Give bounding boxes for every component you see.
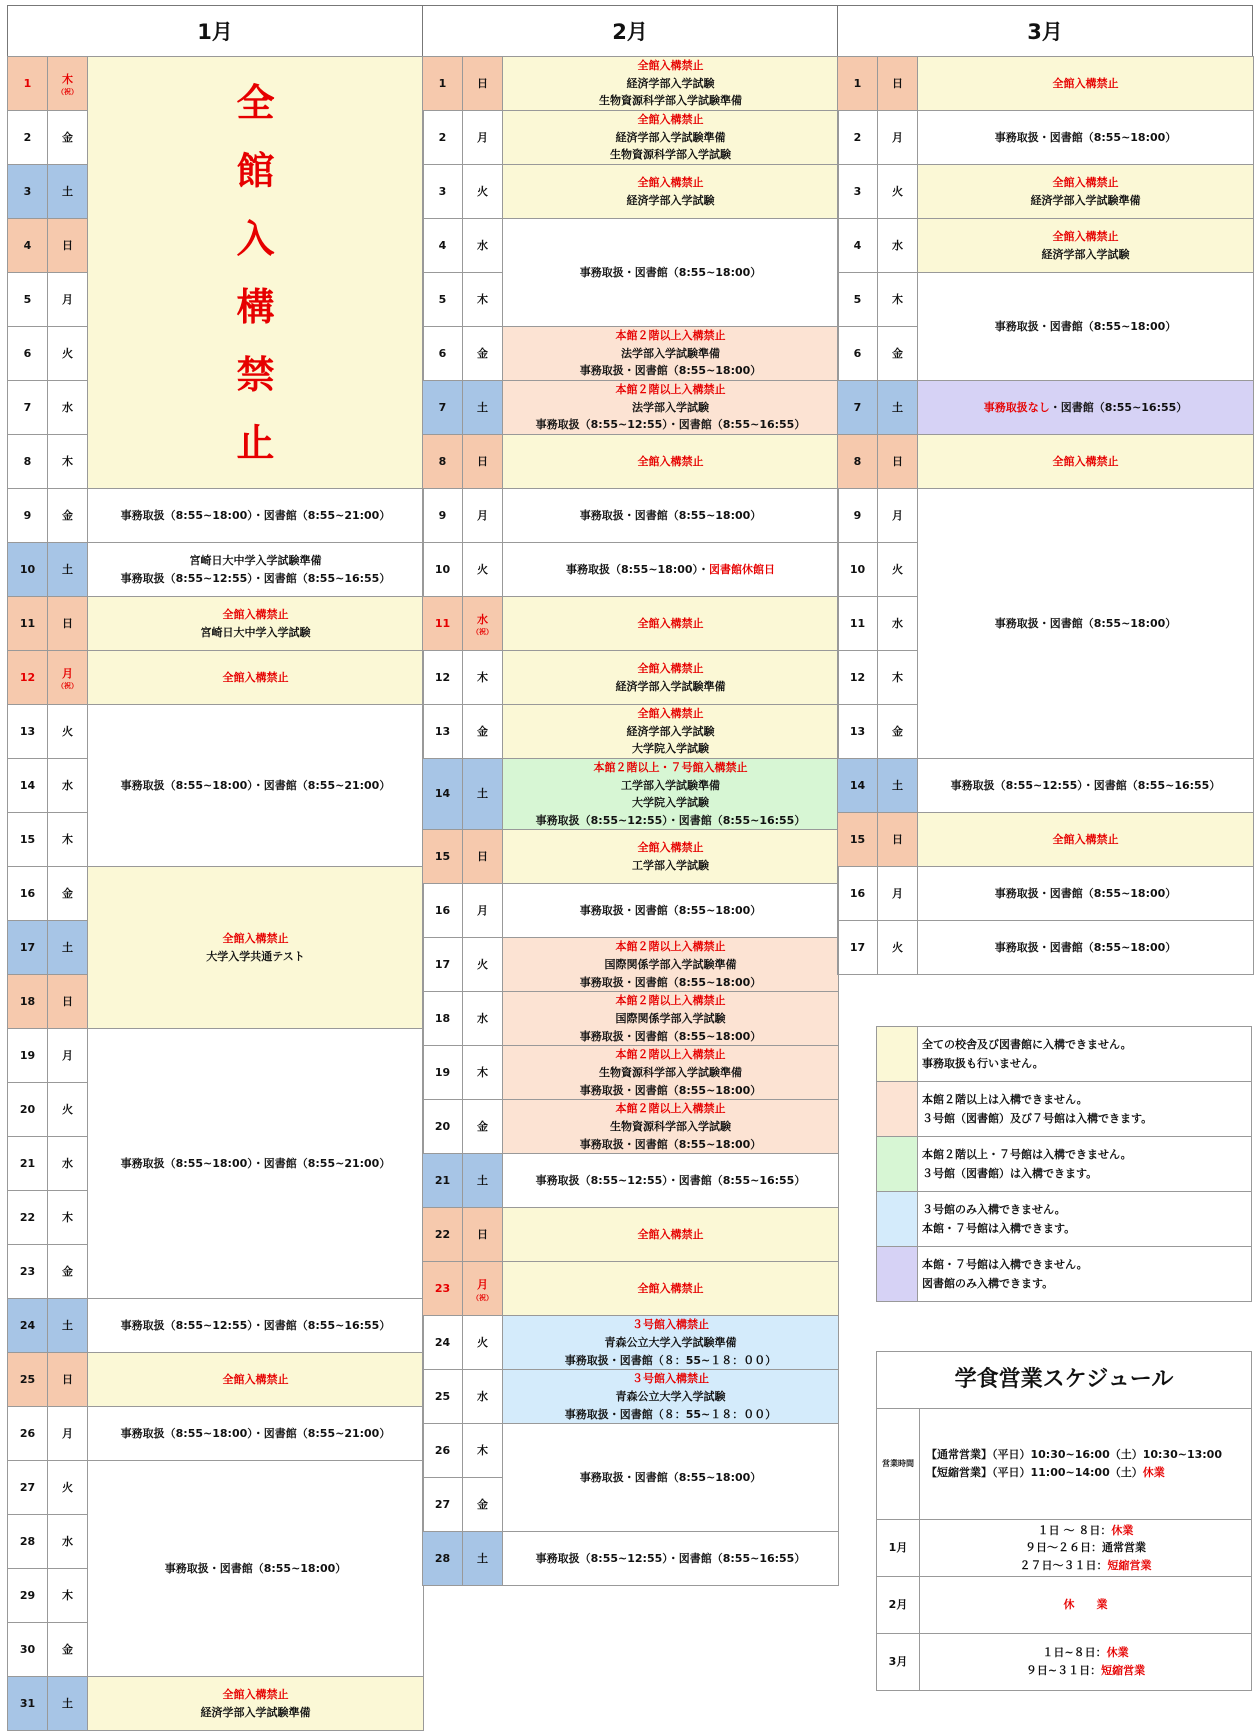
schedule-cell: 事務取扱なし・図書館（8:55~16:55）: [918, 381, 1254, 435]
day-number: 5: [423, 273, 463, 327]
day-number: 11: [423, 597, 463, 651]
day-of-week: 月: [48, 1407, 88, 1461]
schedule-cell: 2月: [877, 1577, 920, 1634]
table-row: [423, 597, 839, 651]
schedule-cell: ３号館入構禁止 青森公立大学入学試験 事務取扱・図書館（８：55~１８：００）: [503, 1370, 839, 1424]
day-of-week: 金: [878, 327, 918, 381]
day-number: 11: [8, 597, 48, 651]
schedule-cell: 全ての校舎及び図書館に入構できません。 事務取扱も行いません。: [918, 1027, 1252, 1082]
mar-calendar: [837, 56, 1254, 975]
day-of-week: 金: [48, 1623, 88, 1677]
schedule-cell: 事務取扱・図書館（8:55~18:00）: [503, 1424, 839, 1532]
day-of-week: 金: [48, 867, 88, 921]
table-row: [423, 165, 839, 219]
schedule-cell: 全館入構禁止: [918, 435, 1254, 489]
table-row: [423, 830, 839, 884]
schedule-cell: 事務取扱（8:55~18:00）・図書館（8:55~21:00）: [88, 1407, 424, 1461]
schedule-cell: 全館入構禁止: [88, 651, 424, 705]
day-number: 4: [838, 219, 878, 273]
day-number: 12: [8, 651, 48, 705]
schedule-cell: 全館入構禁止: [503, 435, 839, 489]
day-of-week: 日: [463, 435, 503, 489]
table-row: [8, 867, 424, 921]
day-number: 12: [423, 651, 463, 705]
day-of-week: 木: [48, 1191, 88, 1245]
day-of-week: 土: [48, 165, 88, 219]
schedule-cell: 本館２階以上入構禁止 生物資源科学部入学試験準備 事務取扱・図書館（8:55~18:00）: [503, 1046, 839, 1100]
day-number: 13: [423, 705, 463, 759]
day-number: 3: [838, 165, 878, 219]
day-of-week: 木: [463, 1424, 503, 1478]
day-of-week: 土: [463, 759, 503, 830]
day-number: 16: [838, 867, 878, 921]
mar-header: 3月: [837, 5, 1253, 57]
schedule-cell: 3月: [877, 1634, 920, 1691]
table-row: [838, 165, 1254, 219]
table-row: [423, 57, 839, 111]
day-of-week: 水: [48, 1515, 88, 1569]
day-of-week: 水: [463, 219, 503, 273]
day-of-week: 水: [463, 1370, 503, 1424]
table-row: [423, 1208, 839, 1262]
day-number: 19: [8, 1029, 48, 1083]
day-of-week: 木: [463, 651, 503, 705]
day-of-week: 日: [48, 219, 88, 273]
day-of-week: 日: [878, 57, 918, 111]
day-number: 29: [8, 1569, 48, 1623]
day-number: 16: [423, 884, 463, 938]
day-of-week: 火: [878, 921, 918, 975]
schedule-cell: 事務取扱・図書館（8:55~18:00）: [918, 273, 1254, 381]
day-of-week: 水: [48, 759, 88, 813]
table-row: [838, 489, 1254, 543]
day-of-week: 月: [878, 867, 918, 921]
schedule-cell: 宮崎日大中学入学試験準備 事務取扱（8:55~12:55）・図書館（8:55~16:55）: [88, 543, 424, 597]
table-row: [423, 1046, 839, 1100]
day-number: 1: [838, 57, 878, 111]
jan-closed-period: 全 館 入 構 禁 止: [88, 57, 424, 489]
table-row: [8, 1407, 424, 1461]
day-number: 24: [423, 1316, 463, 1370]
day-of-week: 木: [878, 273, 918, 327]
day-number: 15: [838, 813, 878, 867]
table-row: [423, 992, 839, 1046]
day-of-week: 土: [48, 1677, 88, 1731]
day-number: 3: [423, 165, 463, 219]
day-of-week: 土: [463, 1154, 503, 1208]
schedule-cell: 本館２階以上は入構できません。 ３号館（図書館）及び７号館は入構できます。: [918, 1082, 1252, 1137]
day-of-week: 水: [878, 219, 918, 273]
day-number: 31: [8, 1677, 48, 1731]
cafeteria-title: 学食営業スケジュール: [877, 1352, 1252, 1409]
day-of-week: 月: [48, 273, 88, 327]
schedule-cell: 事務取扱・図書館（8:55~18:00）: [918, 867, 1254, 921]
day-of-week: 月: [48, 1029, 88, 1083]
day-number: 2: [838, 111, 878, 165]
legend-swatch: [877, 1027, 918, 1082]
day-of-week: 金: [463, 327, 503, 381]
day-of-week: 木: [48, 435, 88, 489]
schedule-cell: 本館２階以上入構禁止 国際関係学部入学試験準備 事務取扱・図書館（8:55~18:00）: [503, 938, 839, 992]
schedule-cell: 全館入構禁止: [503, 1208, 839, 1262]
table-row: [8, 1677, 424, 1731]
schedule-cell: 営業時間: [877, 1409, 920, 1520]
table-row: [423, 1424, 839, 1478]
schedule-cell: 全館入構禁止: [918, 813, 1254, 867]
table-row: [8, 489, 424, 543]
schedule-cell: 全館入構禁止 経済学部入学試験 生物資源科学部入学試験準備: [503, 57, 839, 111]
day-of-week: 金: [48, 489, 88, 543]
legend-item: [877, 1192, 1252, 1247]
schedule-cell: 本館２階以上・７号館は入構できません。 ３号館（図書館）は入構できます。: [918, 1137, 1252, 1192]
schedule-cell: 本館２階以上・７号館入構禁止 工学部入学試験準備 大学院入学試験 事務取扱（8:55~12:55）・図書館（8:55~16:55）: [503, 759, 839, 830]
day-of-week: 日: [463, 57, 503, 111]
day-number: 21: [8, 1137, 48, 1191]
day-of-week: 火: [878, 165, 918, 219]
legend-item: [877, 1027, 1252, 1082]
table-row: [8, 705, 424, 759]
table-row: [423, 938, 839, 992]
table-row: [423, 759, 839, 830]
legend-item: [877, 1247, 1252, 1302]
schedule-cell: 全館入構禁止 工学部入学試験: [503, 830, 839, 884]
day-number: 7: [8, 381, 48, 435]
schedule-cell: 全館入構禁止 経済学部入学試験: [918, 219, 1254, 273]
day-number: 20: [423, 1100, 463, 1154]
day-number: 1: [8, 57, 48, 111]
table-row: [8, 543, 424, 597]
day-of-week: 土: [878, 759, 918, 813]
schedule-cell: 【通常営業】（平日）10:30~16:00（土）10:30~13:00 【短縮営業】（平日）11:00~14:00（土）休業: [920, 1409, 1252, 1520]
schedule-cell: 全館入構禁止 宮崎日大中学入学試験: [88, 597, 424, 651]
day-of-week: 火: [48, 1461, 88, 1515]
table-row: [8, 1353, 424, 1407]
feb-calendar: [422, 56, 839, 1586]
schedule-cell: 全館入構禁止: [88, 1353, 424, 1407]
day-number: 28: [423, 1532, 463, 1586]
day-number: 18: [8, 975, 48, 1029]
day-number: 6: [423, 327, 463, 381]
day-number: 12: [838, 651, 878, 705]
day-of-week: 月: [878, 489, 918, 543]
table-row: [8, 651, 424, 705]
day-of-week: 土: [48, 921, 88, 975]
day-of-week: 月: [878, 111, 918, 165]
schedule-cell: 本館２階以上入構禁止 法学部入学試験 事務取扱（8:55~12:55）・図書館（8:55~16:55）: [503, 381, 839, 435]
legend-swatch: [877, 1192, 918, 1247]
day-number: 7: [838, 381, 878, 435]
day-number: 17: [838, 921, 878, 975]
legend-swatch: [877, 1082, 918, 1137]
day-of-week: 日: [878, 813, 918, 867]
day-number: 18: [423, 992, 463, 1046]
day-number: 16: [8, 867, 48, 921]
day-number: 13: [838, 705, 878, 759]
table-row: [8, 1029, 424, 1083]
day-number: 26: [8, 1407, 48, 1461]
table-row: [423, 327, 839, 381]
table-row: [838, 273, 1254, 327]
schedule-cell: 全館入構禁止 大学入学共通テスト: [88, 867, 424, 1029]
day-number: 19: [423, 1046, 463, 1100]
schedule-cell: １日~８日：休業 ９日~３１日：短縮営業: [920, 1634, 1252, 1691]
day-of-week: 日: [48, 975, 88, 1029]
table-row: [8, 1461, 424, 1515]
day-number: 9: [8, 489, 48, 543]
day-of-week: 火: [463, 165, 503, 219]
schedule-cell: 本館２階以上入構禁止 国際関係学部入学試験 事務取扱・図書館（8:55~18:00）: [503, 992, 839, 1046]
legend-swatch: [877, 1137, 918, 1192]
day-number: 2: [8, 111, 48, 165]
schedule-cell: 本館２階以上入構禁止 生物資源科学部入学試験 事務取扱・図書館（8:55~18:00）: [503, 1100, 839, 1154]
table-row: [8, 1299, 424, 1353]
day-of-week: 水: [463, 992, 503, 1046]
table-row: [838, 759, 1254, 813]
jan-header: 1月: [7, 5, 423, 57]
legend-item: [877, 1082, 1252, 1137]
day-of-week: 火: [48, 327, 88, 381]
day-number: 20: [8, 1083, 48, 1137]
schedule-cell: 事務取扱（8:55~18:00）・図書館（8:55~21:00）: [88, 489, 424, 543]
day-number: 17: [423, 938, 463, 992]
day-number: 11: [838, 597, 878, 651]
schedule-cell: 事務取扱・図書館（8:55~18:00）: [918, 489, 1254, 759]
table-row: [8, 597, 424, 651]
schedule-cell: 事務取扱・図書館（8:55~18:00）: [503, 884, 839, 938]
day-of-week: 火: [463, 1316, 503, 1370]
day-of-week: 金: [878, 705, 918, 759]
schedule-cell: 事務取扱（8:55~12:55）・図書館（8:55~16:55）: [503, 1532, 839, 1586]
day-number: 9: [838, 489, 878, 543]
legend-item: [877, 1137, 1252, 1192]
day-number: 15: [8, 813, 48, 867]
table-row: [838, 435, 1254, 489]
schedule-cell: 事務取扱・図書館（8:55~18:00）: [918, 921, 1254, 975]
day-of-week: 木 （祝）: [48, 57, 88, 111]
table-row: [838, 111, 1254, 165]
day-of-week: 日: [48, 597, 88, 651]
day-of-week: 月: [463, 111, 503, 165]
day-number: 8: [423, 435, 463, 489]
day-of-week: 日: [463, 830, 503, 884]
table-row: [423, 705, 839, 759]
schedule-cell: 事務取扱（8:55~12:55）・図書館（8:55~16:55）: [503, 1154, 839, 1208]
day-of-week: 金: [48, 111, 88, 165]
day-of-week: 水: [48, 1137, 88, 1191]
day-of-week: 金: [463, 1100, 503, 1154]
day-number: 22: [8, 1191, 48, 1245]
day-number: 15: [423, 830, 463, 884]
table-row: [423, 435, 839, 489]
legend-swatch: [877, 1247, 918, 1302]
day-of-week: 火: [463, 938, 503, 992]
day-number: 23: [423, 1262, 463, 1316]
day-number: 6: [8, 327, 48, 381]
table-row: [838, 57, 1254, 111]
schedule-cell: 事務取扱（8:55~18:00）・図書館（8:55~21:00）: [88, 1029, 424, 1299]
jan-calendar: [7, 56, 424, 1731]
table-row: [423, 1100, 839, 1154]
table-row: [423, 1316, 839, 1370]
schedule-cell: ３号館入構禁止 青森公立大学入学試験準備 事務取扱・図書館（８：55~１８：００）: [503, 1316, 839, 1370]
schedule-cell: 本館・７号館は入構できません。 図書館のみ入構できます。: [918, 1247, 1252, 1302]
day-number: 17: [8, 921, 48, 975]
schedule-cell: 全館入構禁止: [503, 597, 839, 651]
day-number: 1: [423, 57, 463, 111]
table-row: [423, 111, 839, 165]
day-number: 4: [423, 219, 463, 273]
table-row: [423, 884, 839, 938]
day-number: 25: [423, 1370, 463, 1424]
day-number: 4: [8, 219, 48, 273]
schedule-cell: ３号館のみ入構できません。 本館・７号館は入構できます。: [918, 1192, 1252, 1247]
schedule-cell: 事務取扱（8:55~18:00）・図書館（8:55~21:00）: [88, 705, 424, 867]
day-number: 8: [838, 435, 878, 489]
day-number: 10: [838, 543, 878, 597]
day-of-week: 火: [48, 705, 88, 759]
day-of-week: 水: [878, 597, 918, 651]
day-number: 14: [423, 759, 463, 830]
day-of-week: 月: [463, 884, 503, 938]
day-number: 7: [423, 381, 463, 435]
day-of-week: 月 （祝）: [48, 651, 88, 705]
schedule-cell: 事務取扱（8:55~12:55）・図書館（8:55~16:55）: [88, 1299, 424, 1353]
schedule-cell: 全館入構禁止: [918, 57, 1254, 111]
day-number: 28: [8, 1515, 48, 1569]
schedule-cell: 事務取扱・図書館（8:55~18:00）: [918, 111, 1254, 165]
table-row: [423, 489, 839, 543]
table-row: [423, 1262, 839, 1316]
day-of-week: 水: [48, 381, 88, 435]
table-row: [423, 543, 839, 597]
table-row: [838, 867, 1254, 921]
day-of-week: 水 （祝）: [463, 597, 503, 651]
day-of-week: 土: [463, 381, 503, 435]
color-legend: [876, 1026, 1252, 1302]
day-of-week: 日: [878, 435, 918, 489]
day-number: 23: [8, 1245, 48, 1299]
day-number: 5: [8, 273, 48, 327]
day-of-week: 火: [48, 1083, 88, 1137]
day-of-week: 木: [48, 813, 88, 867]
day-of-week: 火: [878, 543, 918, 597]
day-number: 24: [8, 1299, 48, 1353]
table-row: [838, 921, 1254, 975]
schedule-cell: 事務取扱（8:55~12:55）・図書館（8:55~16:55）: [918, 759, 1254, 813]
schedule-cell: 本館２階以上入構禁止 法学部入学試験準備 事務取扱・図書館（8:55~18:00）: [503, 327, 839, 381]
schedule-cell: 全館入構禁止 経済学部入学試験: [503, 165, 839, 219]
table-row: [423, 1532, 839, 1586]
day-number: 22: [423, 1208, 463, 1262]
schedule-cell: 休 業: [920, 1577, 1252, 1634]
feb-header: 2月: [422, 5, 838, 57]
day-of-week: 土: [463, 1532, 503, 1586]
day-of-week: 土: [878, 381, 918, 435]
day-of-week: 金: [463, 705, 503, 759]
day-of-week: 金: [48, 1245, 88, 1299]
table-row: [838, 813, 1254, 867]
schedule-cell: 事務取扱（8:55~18:00）・図書館休館日: [503, 543, 839, 597]
day-number: 10: [8, 543, 48, 597]
schedule-cell: 全館入構禁止 経済学部入学試験 大学院入学試験: [503, 705, 839, 759]
day-of-week: 木: [878, 651, 918, 705]
day-of-week: 土: [48, 543, 88, 597]
table-row: [423, 651, 839, 705]
table-row: [838, 219, 1254, 273]
day-number: 13: [8, 705, 48, 759]
day-number: 9: [423, 489, 463, 543]
day-of-week: 木: [463, 1046, 503, 1100]
day-of-week: 日: [48, 1353, 88, 1407]
table-row: [8, 57, 424, 111]
day-of-week: 木: [463, 273, 503, 327]
day-number: 30: [8, 1623, 48, 1677]
schedule-cell: 全館入構禁止 経済学部入学試験準備: [503, 651, 839, 705]
day-of-week: 月: [463, 489, 503, 543]
schedule-cell: 全館入構禁止 経済学部入学試験準備: [918, 165, 1254, 219]
schedule-cell: 事務取扱・図書館（8:55~18:00）: [503, 489, 839, 543]
cafeteria-schedule: [876, 1351, 1252, 1691]
day-of-week: 土: [48, 1299, 88, 1353]
schedule-cell: 1月: [877, 1520, 920, 1577]
day-of-week: 木: [48, 1569, 88, 1623]
table-row: [423, 1154, 839, 1208]
table-row: [423, 381, 839, 435]
day-number: 21: [423, 1154, 463, 1208]
day-number: 25: [8, 1353, 48, 1407]
day-of-week: 日: [463, 1208, 503, 1262]
day-number: 14: [8, 759, 48, 813]
day-number: 5: [838, 273, 878, 327]
table-row: [423, 219, 839, 273]
schedule-cell: 全館入構禁止: [503, 1262, 839, 1316]
schedule-cell: 事務取扱・図書館（8:55~18:00）: [88, 1461, 424, 1677]
day-number: 14: [838, 759, 878, 813]
table-row: [423, 1370, 839, 1424]
day-number: 8: [8, 435, 48, 489]
schedule-cell: １日 ～ ８日：休業 ９日～２６日：通常営業 ２７日～３１日：短縮営業: [920, 1520, 1252, 1577]
day-of-week: 金: [463, 1478, 503, 1532]
day-number: 27: [8, 1461, 48, 1515]
day-number: 6: [838, 327, 878, 381]
day-of-week: 月 （祝）: [463, 1262, 503, 1316]
schedule-cell: 全館入構禁止 経済学部入学試験準備 生物資源科学部入学試験: [503, 111, 839, 165]
table-row: [838, 381, 1254, 435]
day-number: 26: [423, 1424, 463, 1478]
day-number: 10: [423, 543, 463, 597]
day-number: 3: [8, 165, 48, 219]
schedule-cell: 全館入構禁止 経済学部入学試験準備: [88, 1677, 424, 1731]
schedule-cell: 事務取扱・図書館（8:55~18:00）: [503, 219, 839, 327]
day-of-week: 火: [463, 543, 503, 597]
day-number: 2: [423, 111, 463, 165]
day-number: 27: [423, 1478, 463, 1532]
